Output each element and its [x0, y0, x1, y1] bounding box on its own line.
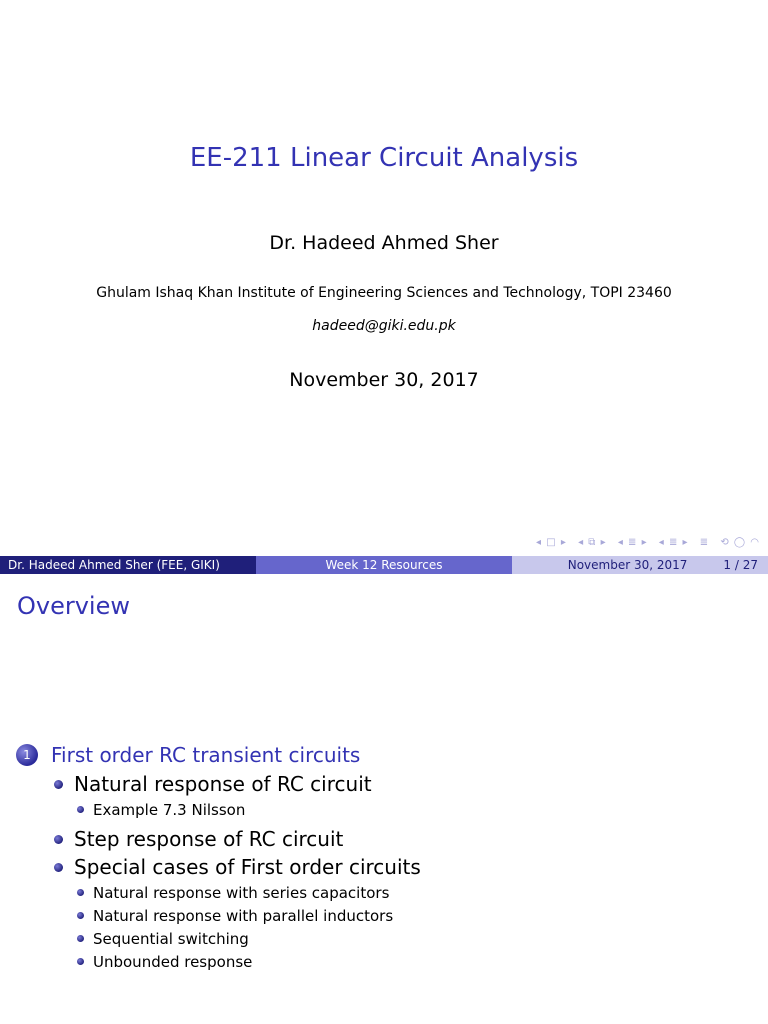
frame-title: Overview	[17, 592, 130, 620]
footer-bar	[0, 556, 768, 574]
subsubsection-title: Natural response with series capacitors	[93, 883, 390, 902]
bullet-icon	[54, 863, 63, 872]
subsection-title: Special cases of First order circuits	[74, 855, 421, 879]
section-title: First order RC transient circuits	[51, 743, 361, 767]
toc-subsection[interactable]	[54, 825, 756, 853]
subsubsection-title: Unbounded response	[93, 952, 253, 971]
section-number-ball: 1	[16, 744, 38, 766]
subsubsection-title: Example 7.3 Nilsson	[93, 800, 246, 819]
subsubsection-title: Natural response with parallel inductors	[93, 906, 394, 925]
toc-subsubsection[interactable]	[77, 927, 756, 950]
toc-subsubsection[interactable]	[77, 881, 756, 904]
footer-title: Week 12 Resources	[256, 556, 512, 574]
subsection-title: Step response of RC circuit	[74, 827, 344, 851]
nav-document-icon[interactable]: ◂ ≣ ▸	[658, 537, 689, 548]
nav-section-icon[interactable]: ◂ ≣ ▸	[617, 537, 648, 548]
author-name: Dr. Hadeed Ahmed Sher	[269, 232, 499, 254]
presentation-date: November 30, 2017	[289, 369, 479, 391]
author-email: hadeed@giki.edu.pk	[312, 318, 456, 334]
toc-subsection[interactable]	[54, 770, 756, 798]
toc-subsection[interactable]	[54, 853, 756, 881]
footer-author: Dr. Hadeed Ahmed Sher (FEE, GIKI)	[0, 556, 256, 574]
table-of-contents	[16, 740, 756, 973]
presentation-title: EE-211 Linear Circuit Analysis	[189, 143, 579, 173]
institute-name: Ghulam Ishaq Khan Institute of Engineering Sciences and Technology, TOPI 23460	[96, 285, 672, 301]
nav-appendix-icon[interactable]: ≣	[699, 537, 710, 548]
nav-search-icon[interactable]: ⟲ ◯ ◠	[720, 537, 760, 548]
bullet-icon	[54, 780, 63, 789]
nav-subsection-icon[interactable]: ◂ ⧉ ▸	[578, 537, 607, 548]
nav-frame-icon[interactable]: ◂ □ ▸	[536, 537, 567, 548]
footer-date-page	[512, 556, 768, 574]
footer-date: November 30, 2017	[567, 558, 688, 572]
bullet-icon	[77, 958, 84, 965]
beamer-navigation	[529, 537, 760, 548]
subsection-title: Natural response of RC circuit	[74, 772, 372, 796]
bullet-icon	[77, 912, 84, 919]
toc-section[interactable]	[16, 740, 756, 770]
toc-subsubsection[interactable]	[77, 904, 756, 927]
bullet-icon	[54, 835, 63, 844]
toc-subsubsection[interactable]	[77, 950, 756, 973]
overview-slide	[0, 576, 768, 1024]
bullet-icon	[77, 935, 84, 942]
toc-subsubsection[interactable]	[77, 798, 756, 821]
subsubsection-title: Sequential switching	[93, 929, 249, 948]
bullet-icon	[77, 889, 84, 896]
bullet-icon	[77, 806, 84, 813]
footer-page-number: 1 / 27	[723, 558, 758, 572]
